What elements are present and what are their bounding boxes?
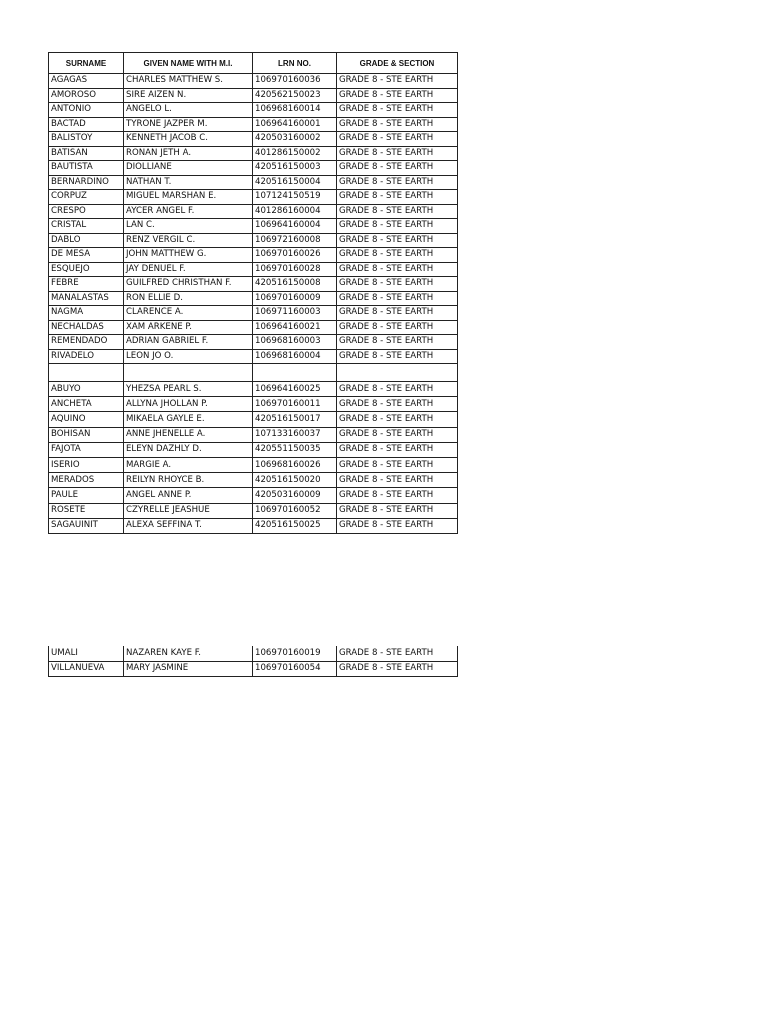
- lrn-cell: 106970160009: [253, 291, 337, 306]
- grade-section-cell: GRADE 8 - STE EARTH: [337, 103, 458, 118]
- lrn-cell: 420516150003: [253, 161, 337, 176]
- given-name-cell: ANGELO L.: [124, 103, 253, 118]
- surname-cell: FAJOTA: [49, 442, 124, 457]
- table-row: [49, 382, 458, 397]
- given-name-cell: RON ELLIE D.: [124, 291, 253, 306]
- grade-section-cell: GRADE 8 - STE EARTH: [337, 175, 458, 190]
- surname-cell: ESQUEJO: [49, 262, 124, 277]
- given-name-cell: ADRIAN GABRIEL F.: [124, 335, 253, 350]
- grade-section-cell: GRADE 8 - STE EARTH: [337, 646, 458, 661]
- given-name-cell: JAY DENUEL F.: [124, 262, 253, 277]
- lrn-cell: 106964160004: [253, 219, 337, 234]
- grade-section-cell: GRADE 8 - STE EARTH: [337, 204, 458, 219]
- table-row: [49, 132, 458, 147]
- table-row: [49, 117, 458, 132]
- lrn-cell: 420516150017: [253, 412, 337, 427]
- surname-cell: CORPUZ: [49, 190, 124, 205]
- header-surname: SURNAME: [49, 53, 124, 74]
- table-row: [49, 219, 458, 234]
- lrn-cell: 106968160003: [253, 335, 337, 350]
- group-b-rows: [49, 382, 458, 534]
- given-name-cell: ANNE JHENELLE A.: [124, 427, 253, 442]
- surname-cell: BALISTOY: [49, 132, 124, 147]
- surname-cell: ROSETE: [49, 503, 124, 518]
- header-row: [49, 53, 458, 74]
- given-name-cell: KENNETH JACOB C.: [124, 132, 253, 147]
- grade-section-cell: GRADE 8 - STE EARTH: [337, 488, 458, 503]
- grade-section-cell: GRADE 8 - STE EARTH: [337, 219, 458, 234]
- given-name-cell: GUILFRED CHRISTHAN F.: [124, 277, 253, 292]
- lrn-cell: 106964160001: [253, 117, 337, 132]
- given-name-cell: AYCER ANGEL F.: [124, 204, 253, 219]
- blank-cell: [124, 364, 253, 382]
- surname-cell: UMALI: [49, 646, 124, 661]
- table-row: [49, 397, 458, 412]
- given-name-cell: RENZ VERGIL C.: [124, 233, 253, 248]
- surname-cell: AMOROSO: [49, 88, 124, 103]
- lrn-cell: 106970160026: [253, 248, 337, 263]
- blank-cell: [49, 364, 124, 382]
- lrn-cell: 420516150025: [253, 518, 337, 533]
- lrn-cell: 106968160004: [253, 349, 337, 364]
- table-row: [49, 146, 458, 161]
- grade-section-cell: GRADE 8 - STE EARTH: [337, 190, 458, 205]
- given-name-cell: JOHN MATTHEW G.: [124, 248, 253, 263]
- grade-section-cell: GRADE 8 - STE EARTH: [337, 74, 458, 89]
- lrn-cell: 420503160002: [253, 132, 337, 147]
- grade-section-cell: GRADE 8 - STE EARTH: [337, 262, 458, 277]
- surname-cell: AGAGAS: [49, 74, 124, 89]
- lrn-cell: 420551150035: [253, 442, 337, 457]
- surname-cell: ABUYO: [49, 382, 124, 397]
- surname-cell: SAGAUINIT: [49, 518, 124, 533]
- surname-cell: ANCHETA: [49, 397, 124, 412]
- given-name-cell: ELEYN DAZHLY D.: [124, 442, 253, 457]
- table-row: [49, 320, 458, 335]
- surname-cell: BAUTISTA: [49, 161, 124, 176]
- given-name-cell: NATHAN T.: [124, 175, 253, 190]
- surname-cell: BATISAN: [49, 146, 124, 161]
- table-row: [49, 262, 458, 277]
- grade-section-cell: GRADE 8 - STE EARTH: [337, 146, 458, 161]
- grade-section-cell: GRADE 8 - STE EARTH: [337, 442, 458, 457]
- given-name-cell: DIOLLIANE: [124, 161, 253, 176]
- grade-section-cell: GRADE 8 - STE EARTH: [337, 397, 458, 412]
- lrn-cell: 106968160026: [253, 457, 337, 472]
- table-row: [49, 88, 458, 103]
- surname-cell: BOHISAN: [49, 427, 124, 442]
- grade-section-cell: GRADE 8 - STE EARTH: [337, 161, 458, 176]
- given-name-cell: YHEZSA PEARL S.: [124, 382, 253, 397]
- grade-section-cell: GRADE 8 - STE EARTH: [337, 335, 458, 350]
- student-roster-table: [48, 52, 458, 534]
- lrn-cell: 106970160019: [253, 646, 337, 661]
- surname-cell: VILLANUEVA: [49, 661, 124, 677]
- grade-section-cell: GRADE 8 - STE EARTH: [337, 248, 458, 263]
- lrn-cell: 107124150519: [253, 190, 337, 205]
- given-name-cell: MIKAELA GAYLE E.: [124, 412, 253, 427]
- surname-cell: CRESPO: [49, 204, 124, 219]
- lrn-cell: 106970160054: [253, 661, 337, 677]
- lrn-cell: 106964160025: [253, 382, 337, 397]
- table-row: [49, 518, 458, 533]
- lrn-cell: 420516150004: [253, 175, 337, 190]
- table-row: [49, 349, 458, 364]
- grade-section-cell: GRADE 8 - STE EARTH: [337, 320, 458, 335]
- lrn-cell: 106970160028: [253, 262, 337, 277]
- grade-section-cell: GRADE 8 - STE EARTH: [337, 117, 458, 132]
- lrn-cell: 420516150020: [253, 473, 337, 488]
- given-name-cell: CZYRELLE JEASHUE: [124, 503, 253, 518]
- given-name-cell: MIGUEL MARSHAN E.: [124, 190, 253, 205]
- table-row: [49, 190, 458, 205]
- header-given-name: GIVEN NAME WITH M.I.: [124, 53, 253, 74]
- grade-section-cell: GRADE 8 - STE EARTH: [337, 412, 458, 427]
- table-row: [49, 661, 458, 677]
- lrn-cell: 106968160014: [253, 103, 337, 118]
- grade-section-cell: GRADE 8 - STE EARTH: [337, 132, 458, 147]
- surname-cell: FEBRE: [49, 277, 124, 292]
- surname-cell: DE MESA: [49, 248, 124, 263]
- given-name-cell: TYRONE JAZPER M.: [124, 117, 253, 132]
- lrn-cell: 106970160011: [253, 397, 337, 412]
- lrn-cell: 106970160036: [253, 74, 337, 89]
- given-name-cell: NAZAREN KAYE F.: [124, 646, 253, 661]
- blank-cell: [253, 364, 337, 382]
- given-name-cell: REILYN RHOYCE B.: [124, 473, 253, 488]
- given-name-cell: RONAN JETH A.: [124, 146, 253, 161]
- surname-cell: AQUINO: [49, 412, 124, 427]
- surname-cell: DABLO: [49, 233, 124, 248]
- grade-section-cell: GRADE 8 - STE EARTH: [337, 306, 458, 321]
- table-row: [49, 161, 458, 176]
- surname-cell: BACTAD: [49, 117, 124, 132]
- surname-cell: BERNARDINO: [49, 175, 124, 190]
- blank-cell: [337, 364, 458, 382]
- grade-section-cell: GRADE 8 - STE EARTH: [337, 503, 458, 518]
- surname-cell: RIVADELO: [49, 349, 124, 364]
- group-c-rows: [49, 646, 458, 677]
- given-name-cell: CLARENCE A.: [124, 306, 253, 321]
- given-name-cell: LEON JO O.: [124, 349, 253, 364]
- table-row: [49, 646, 458, 661]
- grade-section-cell: GRADE 8 - STE EARTH: [337, 473, 458, 488]
- table-row: [49, 335, 458, 350]
- table-row: [49, 233, 458, 248]
- grade-section-cell: GRADE 8 - STE EARTH: [337, 233, 458, 248]
- table-row: [49, 488, 458, 503]
- surname-cell: PAULE: [49, 488, 124, 503]
- given-name-cell: XAM ARKENE P.: [124, 320, 253, 335]
- table-row: [49, 412, 458, 427]
- student-roster-table-continued: [48, 646, 458, 677]
- given-name-cell: MARGIE A.: [124, 457, 253, 472]
- table-row: [49, 291, 458, 306]
- grade-section-cell: GRADE 8 - STE EARTH: [337, 291, 458, 306]
- lrn-cell: 420562150023: [253, 88, 337, 103]
- header-lrn: LRN NO.: [253, 53, 337, 74]
- lrn-cell: 420516150008: [253, 277, 337, 292]
- lrn-cell: 420503160009: [253, 488, 337, 503]
- lrn-cell: 401286160004: [253, 204, 337, 219]
- given-name-cell: ANGEL ANNE P.: [124, 488, 253, 503]
- grade-section-cell: GRADE 8 - STE EARTH: [337, 349, 458, 364]
- given-name-cell: LAN C.: [124, 219, 253, 234]
- lrn-cell: 106972160008: [253, 233, 337, 248]
- surname-cell: NECHALDAS: [49, 320, 124, 335]
- lrn-cell: 106970160052: [253, 503, 337, 518]
- surname-cell: MANALASTAS: [49, 291, 124, 306]
- table-row: [49, 277, 458, 292]
- surname-cell: NAGMA: [49, 306, 124, 321]
- grade-section-cell: GRADE 8 - STE EARTH: [337, 88, 458, 103]
- surname-cell: REMENDADO: [49, 335, 124, 350]
- grade-section-cell: GRADE 8 - STE EARTH: [337, 277, 458, 292]
- lrn-cell: 106964160021: [253, 320, 337, 335]
- given-name-cell: ALLYNA JHOLLAN P.: [124, 397, 253, 412]
- table-row: [49, 175, 458, 190]
- table-row: [49, 473, 458, 488]
- table-row: [49, 248, 458, 263]
- table-row: [49, 442, 458, 457]
- grade-section-cell: GRADE 8 - STE EARTH: [337, 382, 458, 397]
- table-row: [49, 103, 458, 118]
- surname-cell: ANTONIO: [49, 103, 124, 118]
- grade-section-cell: GRADE 8 - STE EARTH: [337, 661, 458, 677]
- lrn-cell: 401286150002: [253, 146, 337, 161]
- table-row: [49, 503, 458, 518]
- grade-section-cell: GRADE 8 - STE EARTH: [337, 427, 458, 442]
- lrn-cell: 107133160037: [253, 427, 337, 442]
- table-row: [49, 427, 458, 442]
- given-name-cell: ALEXA SEFFINA T.: [124, 518, 253, 533]
- surname-cell: ISERIO: [49, 457, 124, 472]
- header-grade-section: GRADE & SECTION: [337, 53, 458, 74]
- given-name-cell: CHARLES MATTHEW S.: [124, 74, 253, 89]
- given-name-cell: SIRE AIZEN N.: [124, 88, 253, 103]
- table-row: [49, 306, 458, 321]
- surname-cell: CRISTAL: [49, 219, 124, 234]
- table-row: [49, 204, 458, 219]
- given-name-cell: MARY JASMINE: [124, 661, 253, 677]
- table-row: [49, 74, 458, 89]
- grade-section-cell: GRADE 8 - STE EARTH: [337, 457, 458, 472]
- blank-row: [49, 364, 458, 382]
- table-row: [49, 457, 458, 472]
- group-a-rows: [49, 74, 458, 364]
- surname-cell: MERADOS: [49, 473, 124, 488]
- grade-section-cell: GRADE 8 - STE EARTH: [337, 518, 458, 533]
- lrn-cell: 106971160003: [253, 306, 337, 321]
